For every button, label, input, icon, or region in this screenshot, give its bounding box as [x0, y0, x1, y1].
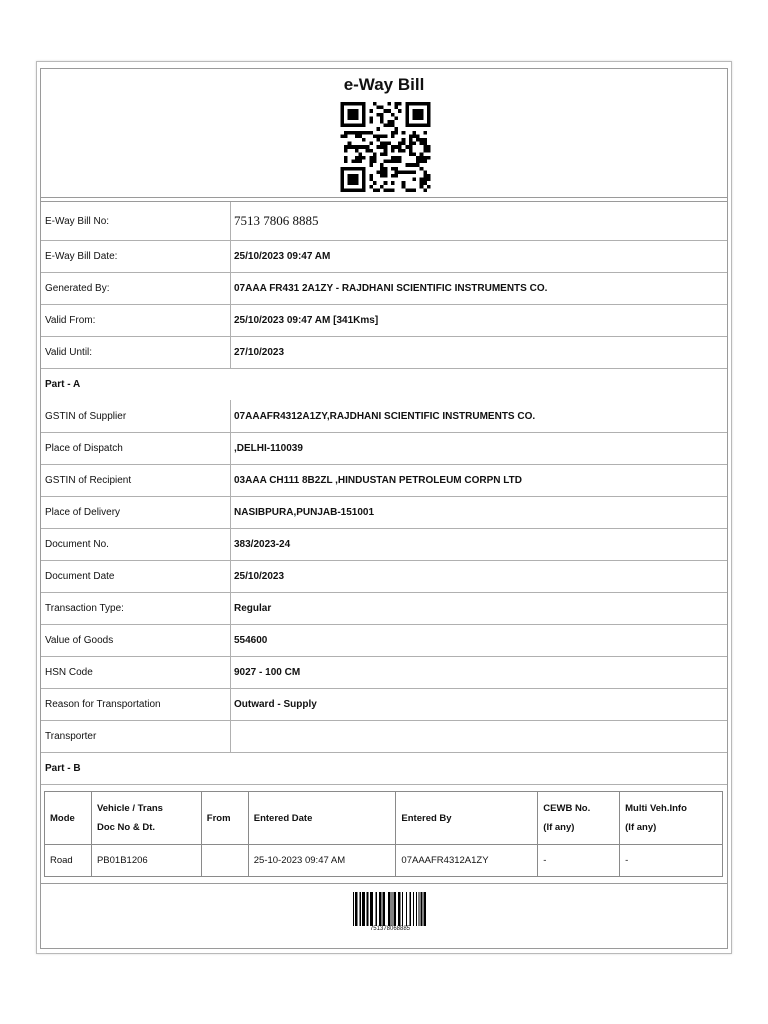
field-label: E-Way Bill No: — [41, 202, 231, 240]
field-row — [41, 432, 727, 464]
column-header — [248, 792, 396, 845]
table-cell: 25-10-2023 09:47 AM — [248, 845, 396, 877]
field-value: Regular — [234, 603, 272, 614]
column-header — [620, 792, 723, 845]
field-label: Transaction Type: — [41, 593, 231, 624]
column-header — [538, 792, 620, 845]
column-header-line: Doc No & Dt. — [96, 822, 156, 833]
table-cell: PB01B1206 — [91, 845, 201, 877]
part-b-section — [41, 784, 727, 881]
field-row — [41, 336, 727, 368]
page-title: e-Way Bill — [343, 75, 425, 94]
field-value: 07AAA FR431 2A1ZY - RAJDHANI SCIENTIFIC INSTRUMENTS CO. — [234, 283, 548, 294]
summary-fields — [41, 201, 727, 368]
field-value: 554600 — [234, 635, 268, 646]
field-row — [41, 624, 727, 656]
field-row — [41, 240, 727, 272]
column-header-line: (If any) — [625, 822, 657, 833]
table-cell: 07AAAFR4312A1ZY — [396, 845, 538, 877]
table-cell: Road — [45, 845, 92, 877]
part-a-fields — [41, 400, 727, 752]
field-value: 07AAAFR4312A1ZY,RAJDHANI SCIENTIFIC INSTRUMENTS CO. — [234, 410, 536, 422]
column-header-line: CEWB No. — [543, 803, 591, 814]
field-label: Place of Dispatch — [41, 433, 231, 464]
field-row — [41, 688, 727, 720]
column-header-line: Entered Date — [253, 812, 313, 824]
column-header-line: Mode — [50, 812, 75, 824]
field-value: ,DELHI-110039 — [234, 443, 303, 454]
column-header-line: Entered By — [401, 812, 452, 824]
field-label: E-Way Bill Date: — [41, 241, 231, 272]
field-label: Reason for Transportation — [41, 689, 231, 720]
field-label: GSTIN of Recipient — [41, 465, 231, 496]
part-a-heading: Part - A — [41, 368, 727, 400]
column-header — [396, 792, 538, 845]
field-value: 27/10/2023 — [234, 347, 285, 358]
field-row — [41, 656, 727, 688]
table-row — [45, 845, 723, 877]
field-label: Value of Goods — [41, 625, 231, 656]
field-label: Transporter — [41, 721, 231, 752]
column-header-line: (If any) — [543, 822, 575, 833]
field-row — [41, 400, 727, 432]
qr-code — [337, 102, 434, 192]
field-row — [41, 272, 727, 304]
field-label: Valid From: — [41, 305, 231, 336]
field-label: HSN Code — [41, 657, 231, 688]
field-label: GSTIN of Supplier — [41, 400, 231, 432]
column-header-line: Vehicle / Trans — [96, 803, 163, 814]
bill-header — [41, 69, 727, 198]
field-value: 383/2023-24 — [234, 539, 291, 550]
vehicle-table-header — [45, 792, 723, 845]
barcode — [353, 892, 427, 926]
field-row — [41, 528, 727, 560]
table-cell: - — [538, 845, 620, 877]
field-value: Outward - Supply — [234, 699, 317, 710]
field-value: NASIBPURA,PUNJAB-151001 — [234, 507, 375, 518]
field-row — [41, 464, 727, 496]
field-value: 25/10/2023 — [234, 571, 285, 582]
part-b-heading: Part - B — [41, 752, 727, 784]
barcode-number: 751378068885 — [369, 926, 411, 932]
field-row — [41, 560, 727, 592]
field-value: 9027 - 100 CM — [234, 667, 301, 678]
table-cell: - — [620, 845, 723, 877]
field-value: 25/10/2023 09:47 AM — [234, 251, 331, 262]
column-header — [91, 792, 201, 845]
field-row — [41, 592, 727, 624]
barcode-area — [41, 883, 727, 944]
field-label: Place of Delivery — [41, 497, 231, 528]
field-value: 7513 7806 8885 — [234, 213, 319, 228]
table-cell — [201, 845, 248, 877]
eway-bill-card — [36, 61, 732, 954]
field-value: 25/10/2023 09:47 AM [341Kms] — [234, 315, 379, 326]
field-row — [41, 496, 727, 528]
field-label: Document No. — [41, 529, 231, 560]
column-header — [201, 792, 248, 845]
column-header-line: From — [206, 812, 231, 824]
field-label: Document Date — [41, 561, 231, 592]
field-row — [41, 720, 727, 752]
column-header — [45, 792, 92, 845]
column-header-line: Multi Veh.Info — [625, 803, 687, 814]
eway-bill-frame — [40, 68, 728, 949]
vehicle-table — [44, 791, 723, 877]
field-label: Valid Until: — [41, 337, 231, 368]
field-value — [231, 721, 727, 752]
field-row — [41, 202, 727, 240]
field-label: Generated By: — [41, 273, 231, 304]
field-value: 03AAA CH111 8B2ZL ,HINDUSTAN PETROLEUM CORPN LTD — [234, 475, 523, 486]
field-row — [41, 304, 727, 336]
